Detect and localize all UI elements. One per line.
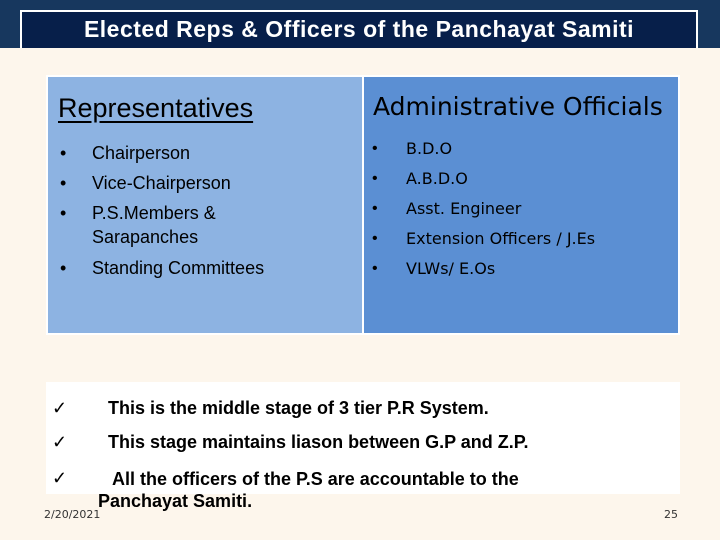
note-text-line-2: Panchayat Samiti. — [98, 491, 253, 511]
bullet-icon: • — [60, 143, 67, 163]
bullet-icon: • — [372, 170, 378, 187]
checkmark-icon: ✓ — [52, 432, 68, 452]
rep-label: Standing Committees — [92, 258, 265, 278]
representatives-list — [58, 141, 308, 286]
title-bar — [0, 0, 720, 48]
official-label: Asst. Engineer — [406, 199, 522, 218]
bullet-icon: • — [372, 230, 378, 247]
list-item — [372, 137, 595, 161]
notes-box — [46, 382, 680, 511]
list-item — [372, 197, 595, 221]
bullet-icon: • — [60, 258, 67, 278]
list-item — [58, 171, 308, 195]
footer-date: 2/20/2021 — [44, 508, 101, 521]
representatives-heading: Representatives — [58, 93, 254, 123]
rep-label: P.S.Members & Sarapanches — [92, 203, 216, 247]
note-text: This stage maintains liason between G.P and Z.P. — [108, 432, 529, 452]
slide-title: Elected Reps & Officers of the Panchayat Samiti — [83, 16, 635, 42]
bullet-icon: • — [60, 203, 67, 223]
list-item — [372, 257, 595, 281]
list-item — [372, 227, 595, 251]
list-item — [58, 141, 308, 165]
list-item — [58, 256, 308, 280]
representatives-panel — [46, 75, 364, 335]
checkmark-icon: ✓ — [52, 468, 68, 488]
list-item — [372, 167, 595, 191]
list-item — [58, 201, 308, 249]
note-text-line-1: All the officers of the P.S are accountable to the — [112, 469, 519, 489]
bullet-icon: • — [372, 140, 378, 157]
officials-list — [372, 137, 595, 287]
note-text — [98, 468, 618, 512]
bullet-icon: • — [372, 200, 378, 217]
bullet-icon: • — [60, 173, 67, 193]
official-label: Extension Officers / J.Es — [406, 229, 596, 248]
officials-heading: Administrative Officials — [373, 92, 663, 121]
checkmark-icon: ✓ — [52, 398, 68, 418]
note-text: This is the middle stage of 3 tier P.R System. — [108, 398, 489, 418]
officials-panel — [362, 75, 680, 335]
bullet-icon: • — [372, 260, 378, 277]
footer-page-number: 25 — [664, 508, 678, 521]
official-label: A.B.D.O — [406, 169, 468, 188]
rep-label: Chairperson — [92, 143, 191, 163]
official-label: B.D.O — [406, 139, 453, 158]
rep-label: Vice-Chairperson — [92, 173, 231, 193]
official-label: VLWs/ E.Os — [406, 259, 496, 278]
